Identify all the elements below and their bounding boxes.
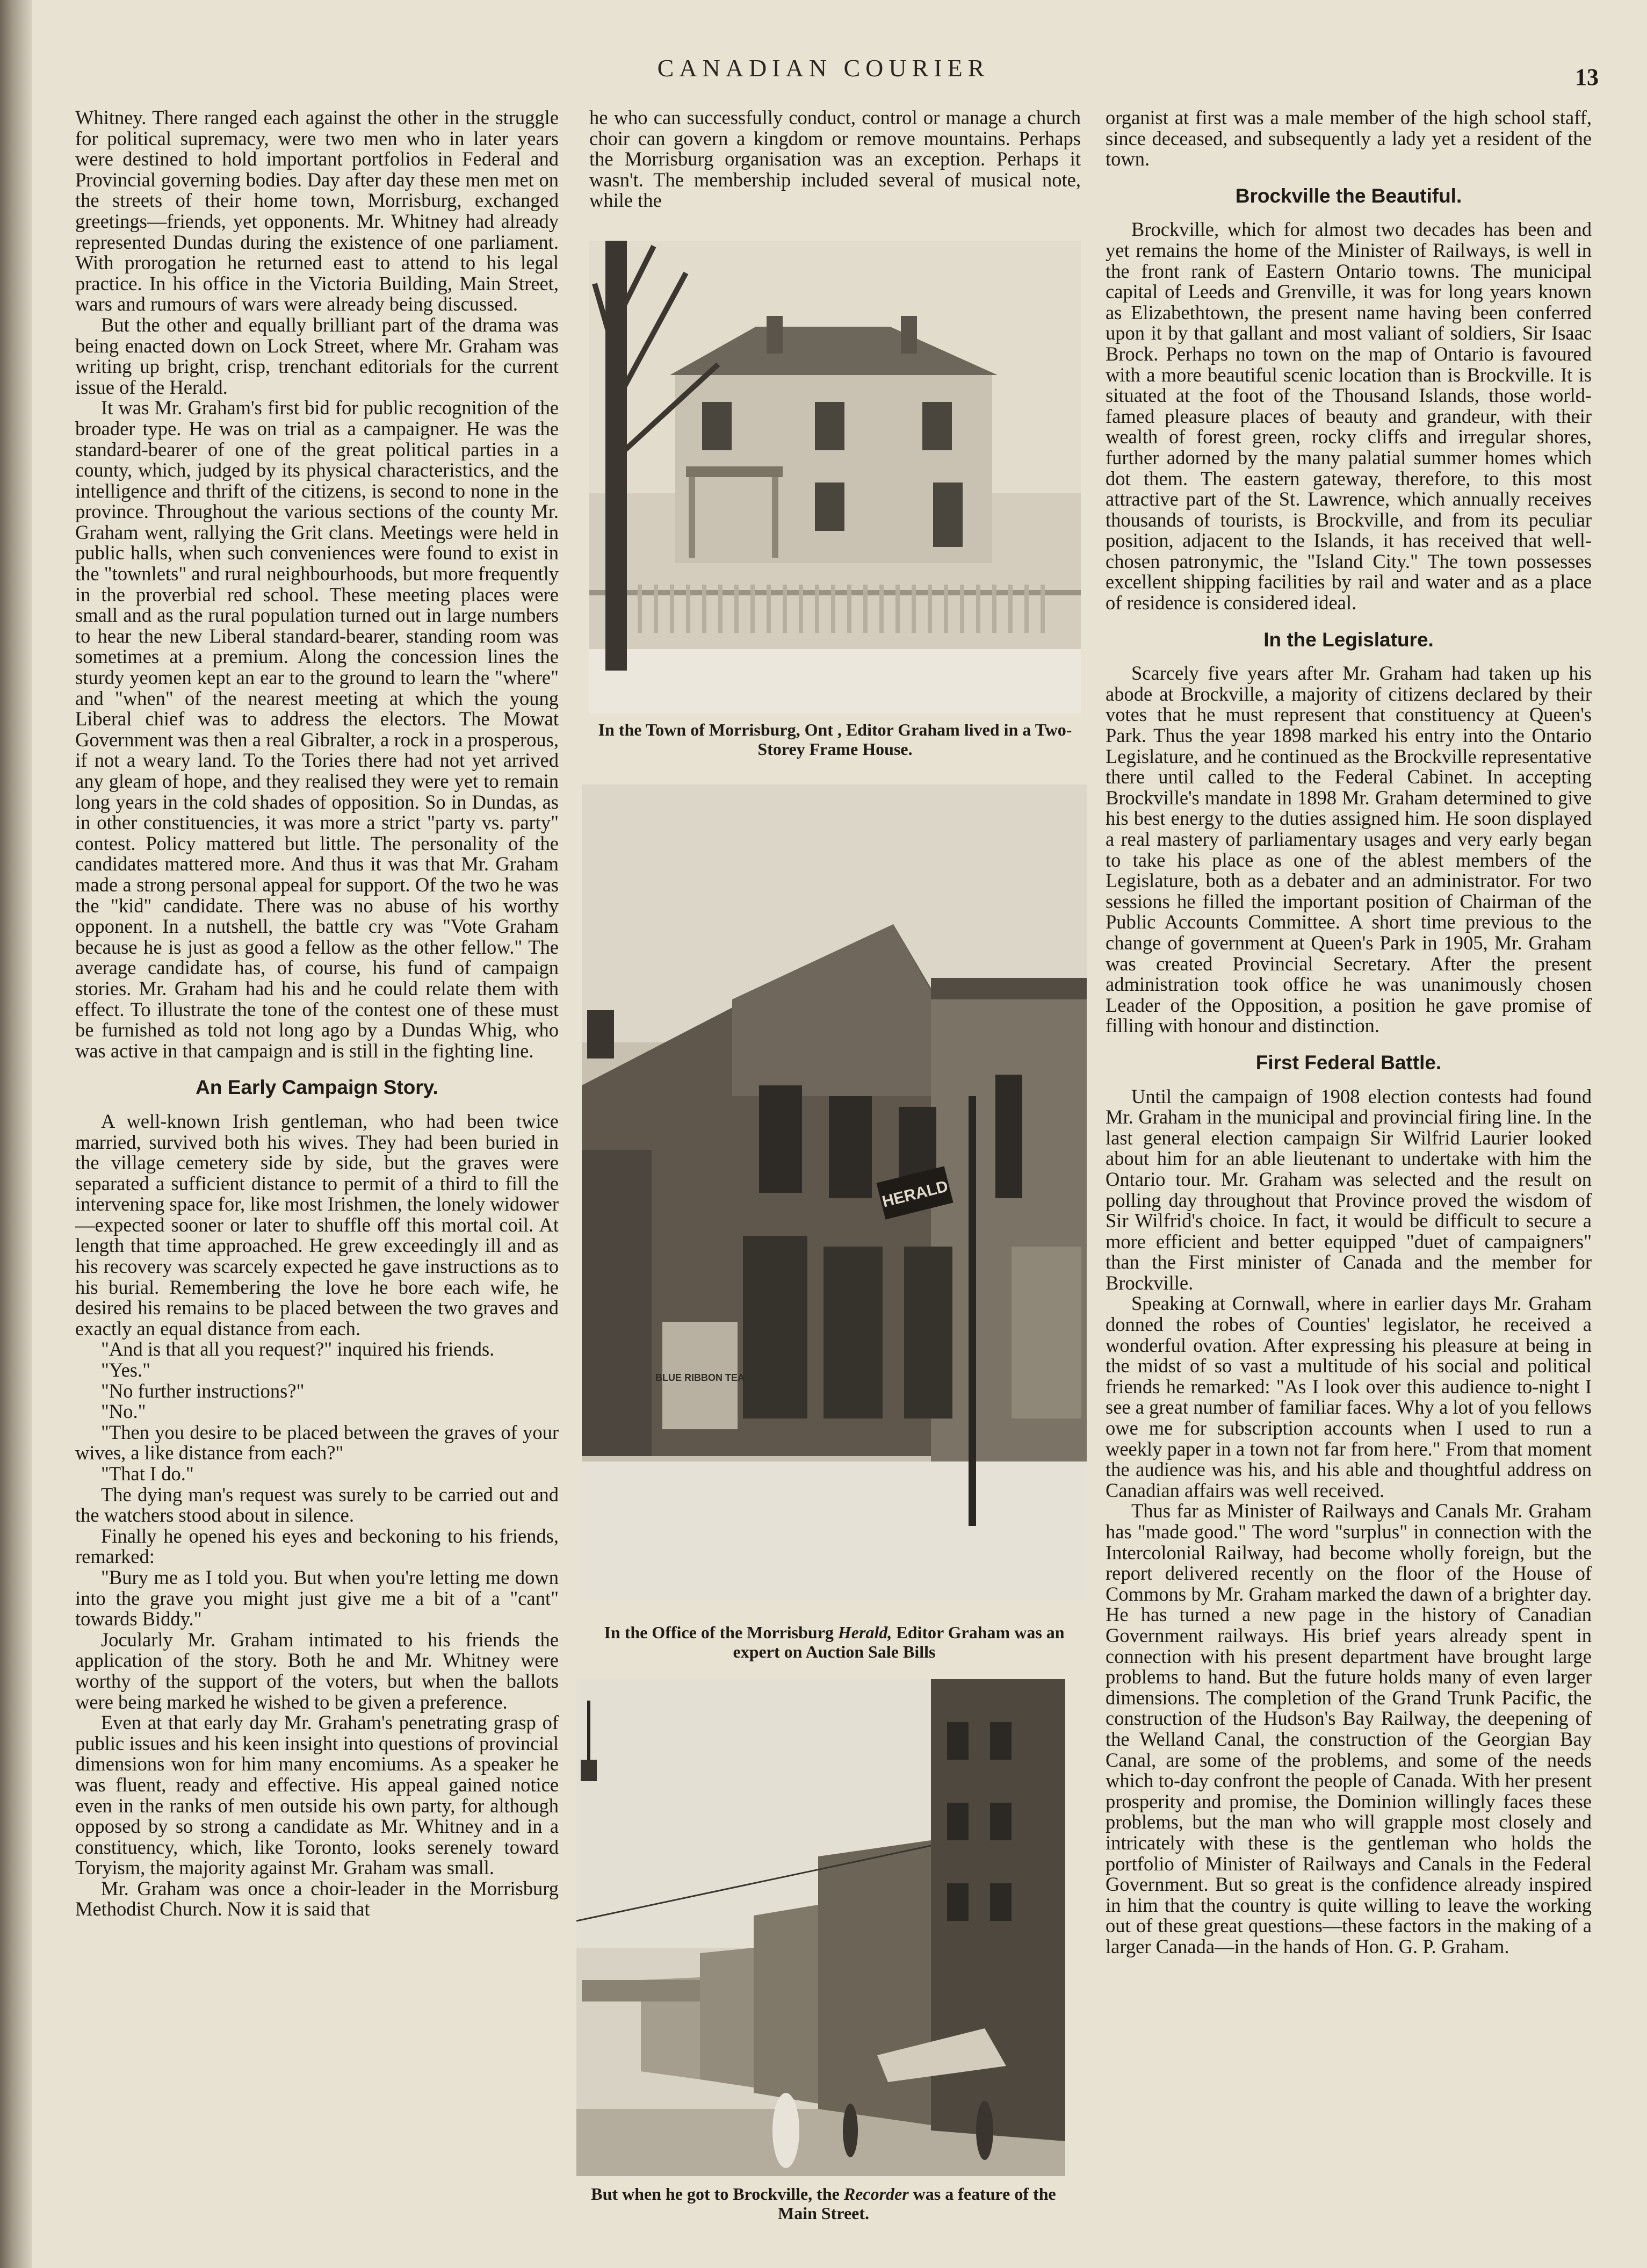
- caption-frame-house: In the Town of Morrisburg, Ont , Editor Graham lived in a Two-Storey Frame House.: [598, 720, 1072, 759]
- paragraph: "Bury me as I told you. But when you're letting me down into the grave you might just give me a bit of a "cant" towards Biddy.": [75, 1566, 559, 1630]
- paragraph: Finally he opened his eyes and beckoning to his friends, remarked:: [75, 1524, 559, 1568]
- office-poster-text: BLUE RIBBON TEA: [655, 1372, 745, 1383]
- caption-text: In the Office of the Morrisburg: [604, 1623, 838, 1642]
- paragraph: Brockville, which for almost two decades has been and yet remains the home of the Minister of Railways, is well in the front rank of Eastern Ontario towns. The municipal capital of Leeds and Grenville, it was for long years known as Elizabethtown, the present name having been conferred upon it by that gallant and most valiant of soldiers, Sir Isaac Brock. Perhaps no town on the map of Ontario is favoured with a more beautiful scenic location than is Brockville. It is situated at the foot of the Thousand Islands, those world-famed pleasure places of beauty and grandeur, with their wealth of forest green, rocky cliffs and irregular shores, further adorned by the many palatial summer homes which dot them. The eastern gateway, therefore, to this most attractive part of the St. Lawrence, which annually receives thousands of tourists, is Brockville, and from its peculiar position, adjacent to the Islands, it has received that well-chosen patronymic, the "Island City." The town possesses excellent shipping facilities by rail and water and as a place of residence is considered ideal.: [1106, 218, 1592, 614]
- figure-herald-office: [582, 784, 1087, 1663]
- paragraph: "Then you desire to be placed between the graves of your wives, a like distance from each?": [75, 1421, 559, 1464]
- photo-herald-office: [582, 784, 1087, 1601]
- paragraph: Scarcely five years after Mr. Graham had taken up his abode at Brockville, a majority of citizens declared by their votes that he must represent that constituency at Queen's Park. Thus the year 1898 marked his entry into the Ontario Legislature, and he continued as the Brockville representative there until called to the Federal Cabinet. In accepting Brockville's mandate in 1898 Mr. Graham determined to give his best energy to the duties assigned him. He soon displayed a real mastery of parliamentary usages and very early began to take his place as one of the ablest members of the Legislature, both as a debater and an administrator. For two sessions he filled the important position of Chairman of the Public Accounts Committee. A short time previous to the change of government at Queen's Park in 1905, Mr. Graham was created Provincial Secretary. After the present administration took office he was unanimously chosen Leader of the Opposition, a position he gave promise of filling with honour and distinction.: [1106, 662, 1592, 1037]
- caption-text: But when he got to Brockville, the: [591, 2184, 844, 2204]
- section-heading: In the Legislature.: [1263, 628, 1434, 651]
- paragraph: organist at first was a male member of the high school staff, since deceased, and subsequently a lady yet a resident of the town.: [1106, 107, 1592, 170]
- paragraph: "And is that all you request?" inquired his friends.: [101, 1338, 495, 1360]
- caption-italic: Herald,: [837, 1623, 892, 1642]
- caption-italic: Recorder: [843, 2184, 909, 2204]
- paragraph: "That I do.": [101, 1463, 194, 1485]
- caption-main-street: [576, 2184, 1071, 2223]
- paragraph: A well-known Irish gentleman, who had been twice married, survived both his wives. They had been buried in the village cemetery side by side, but the graves were separated a sufficient distance to permit of a third to fill the intervening space for, like most Irishmen, the lonely widower—expected sooner or later to shuffle off this mortal coil. At length that time approached. He grew exceedingly ill and as his recovery was scarcely expected he gave instructions as to his burial. Remembering the love he bore each wife, he desired his remains to be placed between the two graves and exactly an equal distance from each.: [75, 1110, 559, 1340]
- section-heading: An Early Campaign Story.: [196, 1076, 438, 1099]
- photo-main-street: [576, 1679, 1065, 2176]
- page-number: 13: [1575, 64, 1599, 90]
- binding-edge: [0, 0, 32, 2268]
- column-left: [75, 107, 559, 2246]
- paragraph: Mr. Graham was once a choir-leader in the Morrisburg Methodist Church. Now it is said that: [75, 1877, 559, 1920]
- paragraph: The dying man's request was surely to be carried out and the watchers stood about in silence.: [75, 1483, 559, 1527]
- column-middle: [589, 107, 1081, 215]
- paragraph: Jocularly Mr. Graham intimated to his friends the application of the story. Both he and Mr. Whitney were worthy of the support of the voters, but when the ballots were being marked he wished to be given a preference.: [75, 1628, 559, 1713]
- figure-frame-house: [589, 241, 1081, 789]
- paragraph: "Yes.": [101, 1359, 151, 1381]
- caption-text: was a feature of the Main Street.: [777, 2184, 1056, 2223]
- paragraph: Even at that early day Mr. Graham's penetrating grasp of public issues and his keen insight into questions of provincial dimensions won for him many encomiums. As a speaker he was fluent, ready and effective. His appeal gained notice even in the ranks of men outside his own party, for although opposed by so strong a candidate as Mr. Whitney and in a constituency, which, like Toronto, looks serenely toward Toryism, the majority against Mr. Graham was small.: [75, 1711, 559, 1879]
- caption-text: Editor Graham was an expert on Auction Sale Bills: [733, 1623, 1065, 1661]
- section-heading: First Federal Battle.: [1255, 1051, 1442, 1074]
- paragraph: he who can successfully conduct, control or manage a church choir can govern a kingdom or remove mountains. Perhaps the Morrisburg organisation was an exception. Perhaps it wasn't. The membership included several of musical note, while the: [589, 107, 1081, 212]
- caption-herald-office: [582, 1623, 1087, 1661]
- paragraph: But the other and equally brilliant part of the drama was being enacted down on Lock Street, where Mr. Graham was writing up bright, crisp, trenchant editorials for the current issue of the Herald.: [75, 313, 559, 398]
- column-right: [1106, 107, 1592, 2246]
- paragraph: "No.": [101, 1400, 146, 1423]
- paragraph: Thus far as Minister of Railways and Canals Mr. Graham has "made good." The word "surplus" in connection with the Intercolonial Railway, had become wholly foreign, but the report delivered recently on the floor of the House of Commons by Mr. Graham marked the dawn of a brighter day. He has turned a new page in the history of Canadian Government railways. His brief years already spent in connection with his present department have brought large problems to hand. But the future holds many of even larger dimensions. The completion of the Grand Trunk Pacific, the construction of the Hudson's Bay Railway, the deepening of the Welland Canal, the construction of the Georgian Bay Canal, are some of the problems, and some of the needs which to-day confront the people of Canada. With her present prosperity and promise, the Dominion willingly faces these problems, but the man who will grapple most closely and intricately with these is the gentleman who holds the portfolio of Minister of Railways and Canals in the Federal Government. But so great is the confidence already inspired in him that the country is quite willing to leave the working out of these great questions—these factors in the making of a larger Canada—in the hands of Hon. G. P. Graham.: [1106, 1500, 1592, 1957]
- paragraph: Speaking at Cornwall, where in earlier days Mr. Graham donned the robes of Counties' legislator, he received a wonderful ovation. After expressing his pleasure at being in the midst of so vast a multitude of his social and political friends he remarked: "As I look over this audience to-night I see a great number of familiar faces. Why a lot of you fellows owe me for subscription accounts when I used to run a weekly paper in a town not far from here." From that moment the audience was his, and his able and thoughtful address on Canadian affairs was well received.: [1106, 1292, 1592, 1501]
- paragraph: Whitney. There ranged each against the other in the struggle for political supremacy, were two men who in later years were destined to hold important portfolios in Federal and Provincial governing bodies. Day after day these men met on the streets of their home town, Morrisburg, exchanged greetings—friends, yet opponents. Mr. Whitney had already represented Dundas during the existence of one parliament. With prorogation he returned east to attend to his legal practice. In his office in the Victoria Building, Main Street, wars and rumours of wars were already being discussed.: [75, 107, 559, 315]
- section-heading: Brockville the Beautiful.: [1235, 184, 1462, 207]
- office-sign-text: HERALD: [880, 1177, 950, 1211]
- running-title: CANADIAN COURIER: [657, 54, 990, 82]
- paragraph: Until the campaign of 1908 election contests had found Mr. Graham in the municipal and provincial firing line. In the last general election campaign Sir Wilfrid Laurier looked about him for an able lieutenant to undertake with him the Ontario tour. Mr. Graham was selected and the result on polling day throughout that Province proved the wisdom of Sir Wilfrid's choice. In fact, it would be difficult to secure a more efficient and better equipped "duet of campaigners" than the First minister of Canada and the member for Brockville.: [1106, 1085, 1592, 1294]
- figure-main-street: [576, 1679, 1071, 2222]
- paragraph: "No further instructions?": [101, 1379, 305, 1402]
- paragraph: It was Mr. Graham's first bid for public recognition of the broader type. He was on trial as a campaigner. He was the standard-bearer of one of the great political parties in a county, which, judged by its physical characteristics, and the intelligence and thrift of the citizens, is second to none in the province. Throughout the various sections of the county Mr. Graham went, rallying the Grit clans. Meetings were held in public halls, when such conveniences were found to exist in the "townlets" and rural neighbourhoods, but more frequently in the proverbial red school. These meeting places were small and as the rural population turned out in large numbers to hear the new Liberal standard-bearer, standing room was sometimes at a premium. Along the concession lines the sturdy yeomen kept an ear to the ground to learn the "where" and "when" of the nearest meeting at which the young Liberal chief was to address the electors. The Mowat Government was then a real Gibralter, a rock in a prosperous, if not a weary land. To the Tories there had not yet arrived any gleam of hope, and they realised they were yet to remain long years in the cold shades of opposition. So in Dundas, as in other constituencies, it was more a strict "party vs. party" contest. Policy mattered but little. The personality of the candidates mattered more. And thus it was that Mr. Graham made a strong personal appeal for support. Of the two he was the "kid" candidate. There was no abuse of his worthy opponent. In a nutshell, the battle cry was "Vote Graham because he is just as good a fellow as the other fellow." The average candidate has, of course, his fund of campaign stories. Mr. Graham had his and he could relate them with effect. To illustrate the tone of the contest one of these must be furnished as told not long ago by a Dundas Whig, who was active in that campaign and is still in the fighting line.: [75, 397, 559, 1062]
- photo-frame-house: [589, 241, 1081, 714]
